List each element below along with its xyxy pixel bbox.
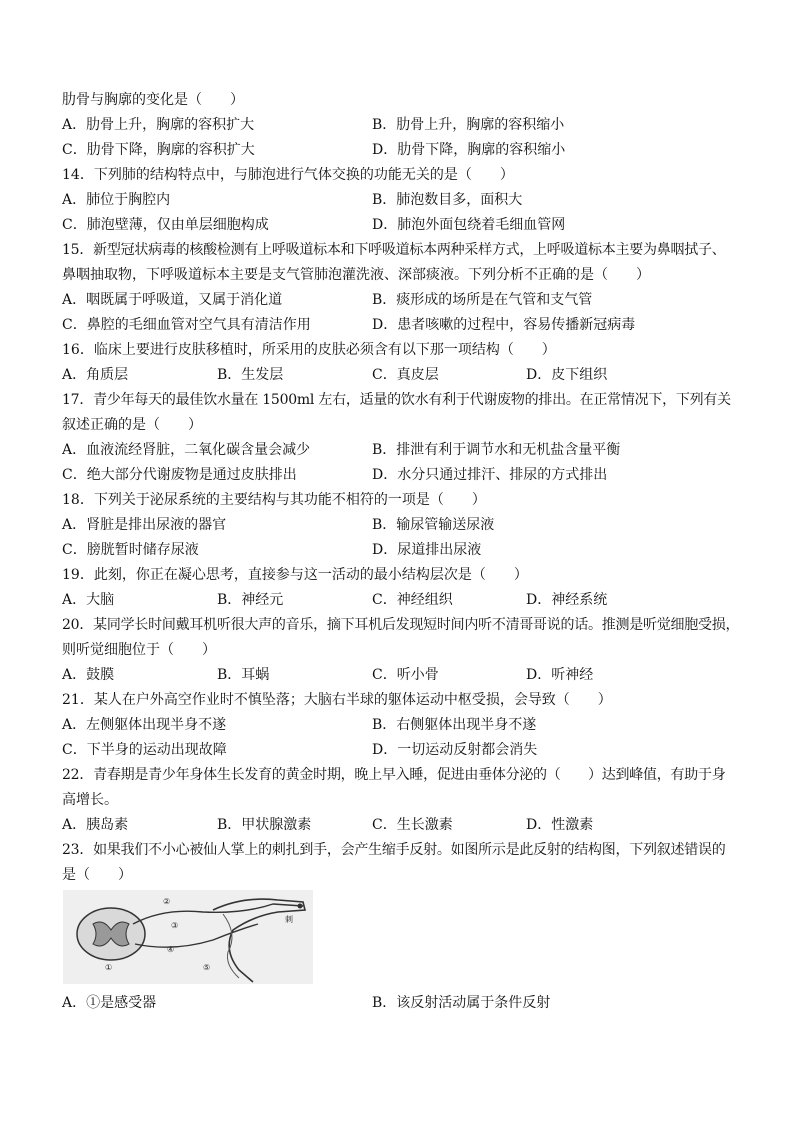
q23-option-a: A．①是感受器	[62, 995, 157, 1011]
q15-stem-line1: 15．新型冠状病毒的核酸检测有上呼吸道标本和下呼吸道标本两种采样方式，上呼吸道标本主要为鼻咽拭子、	[62, 242, 726, 258]
q13-option-d: D．肋骨下降，胸廓的容积缩小	[372, 142, 566, 158]
q16-option-b: B．生发层	[217, 367, 284, 383]
q20-stem-line2: 则听觉细胞位于（ ）	[62, 642, 216, 658]
q18-option-a: A．肾脏是排出尿液的器官	[62, 517, 227, 533]
figure-label-thorn: 刺	[285, 915, 293, 924]
q21-option-a: A．左侧躯体出现半身不遂	[62, 717, 227, 733]
q23-stem-line1: 23．如果我们不小心被仙人掌上的刺扎到手，会产生缩手反射。如图所示是此反射的结构图，下列叙述错误的	[62, 842, 726, 858]
q20-stem-line1: 20．某同学长时间戴耳机听很大声的音乐，摘下耳机后发现短时间内听不清哥哥说的话。推测是听觉细胞受损，	[62, 617, 740, 633]
q14-option-d: D．肺泡外面包绕着毛细血管网	[372, 217, 566, 233]
q16-option-c: C．真皮层	[372, 367, 439, 383]
figure-label-4: ④	[167, 945, 175, 954]
q19-option-a: A．大脑	[62, 592, 115, 608]
motor-nerve-shape	[135, 924, 258, 947]
q21-option-d: D．一切运动反射都会消失	[372, 742, 538, 758]
q19-option-c: C．神经组织	[372, 592, 453, 608]
reflex-arc-figure	[63, 890, 313, 984]
q14-option-c: C．肺泡壁薄，仅由单层细胞构成	[62, 217, 269, 233]
q20-option-d: D．听神经	[526, 667, 594, 683]
q13-option-a: A．肋骨上升，胸廓的容积扩大	[62, 117, 255, 133]
figure-label-2: ②	[163, 897, 171, 906]
q22-stem-line2: 高增长。	[62, 792, 118, 808]
reflex-arc-diagram	[63, 890, 313, 984]
receptor-dot	[298, 904, 303, 909]
q18-option-c: C．膀胱暂时储存尿液	[62, 542, 199, 558]
q19-stem: 19．此刻，你正在凝心思考，直接参与这一活动的最小结构层次是（ ）	[62, 567, 528, 583]
q17-option-a: A．血液流经肾脏，二氧化碳含量会减少	[62, 442, 311, 458]
q15-option-a: A．咽既属于呼吸道，又属于消化道	[62, 292, 283, 308]
q13-stem: 肋骨与胸廓的变化是（ ）	[62, 92, 244, 108]
q22-option-d: D．性激素	[526, 817, 594, 833]
q15-stem-line2: 鼻咽抽取物，下呼吸道标本主要是支气管肺泡灌洗液、深部痰液。下列分析不正确的是（ ）	[62, 267, 650, 283]
q15-option-b: B．痰形成的场所是在气管和支气管	[372, 292, 593, 308]
q20-option-b: B．耳蜗	[217, 667, 270, 683]
q14-option-a: A．肺位于胸腔内	[62, 192, 171, 208]
arm-muscle-shape	[223, 914, 239, 978]
q13-option-b: B．肋骨上升，胸廓的容积缩小	[372, 117, 565, 133]
q16-stem: 16．临床上要进行皮肤移植时，所采用的皮肤必须含有以下那一项结构（ ）	[62, 342, 556, 358]
q17-option-d: D．水分只通过排汗、排尿的方式排出	[372, 467, 608, 483]
q23-option-b: B．该反射活动属于条件反射	[372, 995, 551, 1011]
q20-option-a: A．鼓膜	[62, 667, 115, 683]
q19-option-b: B．神经元	[217, 592, 284, 608]
q19-option-d: D．神经系统	[526, 592, 608, 608]
q14-stem: 14．下列肺的结构特点中，与肺泡进行气体交换的功能无关的是（ ）	[62, 167, 514, 183]
q15-option-c: C．鼻腔的毛细血管对空气具有清洁作用	[62, 317, 311, 333]
q22-option-c: C．生长激素	[372, 817, 453, 833]
figure-label-5: ⑤	[203, 963, 211, 972]
q21-stem: 21．某人在户外高空作业时不慎坠落；大脑右半球的躯体运动中枢受损，会导致（ ）	[62, 692, 612, 708]
q22-option-a: A．胰岛素	[62, 817, 129, 833]
q22-stem-line1: 22．青春期是青少年身体生长发育的黄金时期，晚上早入睡，促进由垂体分泌的（ ）达到峰值，有助于身	[62, 767, 726, 783]
q16-option-a: A．角质层	[62, 367, 129, 383]
q20-option-c: C．听小骨	[372, 667, 439, 683]
q21-option-c: C．下半身的运动出现故障	[62, 742, 227, 758]
q18-stem: 18．下列关于泌尿系统的主要结构与其功能不相符的一项是（ ）	[62, 492, 486, 508]
q15-option-d: D．患者咳嗽的过程中，容易传播新冠病毒	[372, 317, 636, 333]
figure-label-3: ③	[171, 921, 179, 930]
q17-option-c: C．绝大部分代谢废物是通过皮肤排出	[62, 467, 297, 483]
q17-stem-line1: 17．青少年每天的最佳饮水量在 1500ml 左右，适量的饮水有利于代谢废物的排出。在正常情况下，下列有关	[62, 392, 731, 408]
q17-stem-line2: 叙述正确的是（ ）	[62, 417, 202, 433]
q18-option-d: D．尿道排出尿液	[372, 542, 482, 558]
q22-option-b: B．甲状腺激素	[217, 817, 312, 833]
q18-option-b: B．输尿管输送尿液	[372, 517, 495, 533]
q17-option-b: B．排泄有利于调节水和无机盐含量平衡	[372, 442, 621, 458]
q23-stem-line2: 是（ ）	[62, 867, 132, 883]
q21-option-b: B．右侧躯体出现半身不遂	[372, 717, 537, 733]
q13-option-c: C．肋骨下降，胸廓的容积扩大	[62, 142, 255, 158]
q16-option-d: D．皮下组织	[526, 367, 608, 383]
figure-label-1: ①	[105, 963, 113, 972]
q14-option-b: B．肺泡数目多，面积大	[372, 192, 523, 208]
